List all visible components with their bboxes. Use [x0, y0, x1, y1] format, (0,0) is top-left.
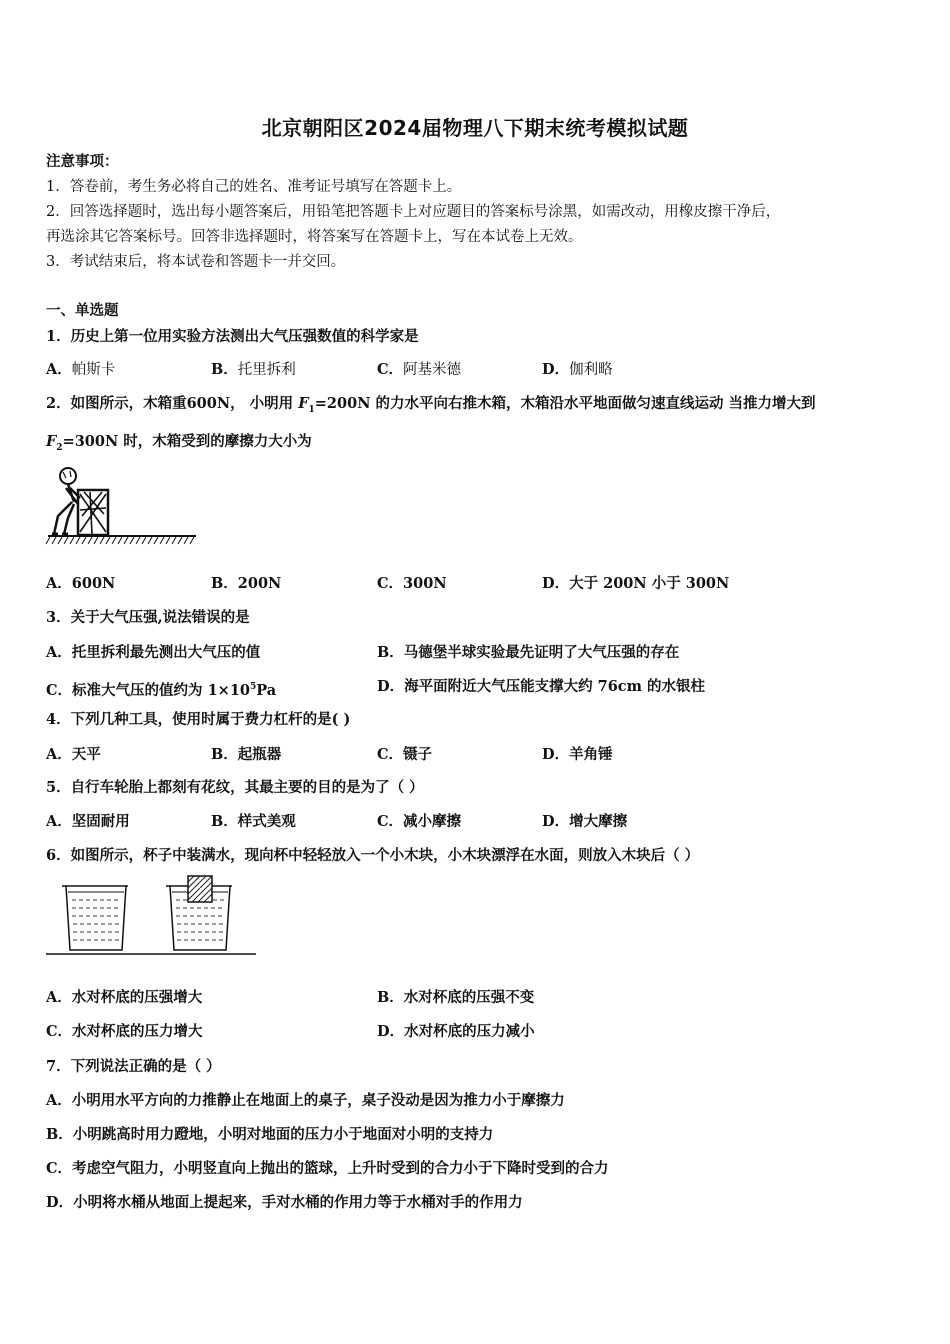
option-d: D．增大摩擦 — [542, 813, 628, 830]
option-c: C．水对杯底的压力增大 — [46, 1023, 203, 1040]
option-b: B．水对杯底的压强不变 — [377, 989, 535, 1006]
notice-item: 3．考试结束后，将本试卷和答题卡一并交回。 — [46, 254, 346, 270]
option-a: A．托里拆利最先测出大气压的值 — [46, 644, 261, 661]
question-stem: 1．历史上第一位用实验方法测出大气压强数值的科学家是 — [46, 328, 419, 345]
option-a: A．水对杯底的压强增大 — [46, 989, 203, 1006]
notice-heading: 注意事项： — [46, 153, 119, 170]
option-b: B．样式美观 — [211, 813, 296, 830]
option-b: B．200N — [211, 575, 282, 592]
option-a: A．600N — [46, 575, 116, 592]
option-a: A．小明用水平方向的力推静止在地面上的桌子，桌子没动是因为推力小于摩擦力 — [46, 1092, 565, 1109]
question-stem: 4．下列几种工具，使用时属于费力杠杆的是( ) — [46, 711, 351, 728]
cups-figure — [44, 872, 260, 958]
option-c: C．考虑空气阻力，小明竖直向上抛出的篮球，上升时受到的合力小于下降时受到的合力 — [46, 1160, 609, 1177]
option-c: C．300N — [377, 575, 447, 592]
option-a: A．天平 — [46, 746, 101, 763]
notice-item: 再选涂其它答案标号。回答非选择题时，将答案写在答题卡上，写在本试卷上无效。 — [46, 229, 583, 245]
question-stem: 6．如图所示，杯子中装满水，现向杯中轻轻放入一个小木块，小木块漂浮在水面，则放入木块后（ ） — [46, 847, 700, 864]
option-d: D．海平面附近大气压能支撑大约 76cm 的水银柱 — [377, 678, 706, 695]
option-d: D．水对杯底的压力减小 — [377, 1023, 535, 1040]
option-c: C．标准大气压的值约为 $1\times 10^5Pa$ — [46, 681, 277, 699]
page-title: 北京朝阳区2024届物理八下期末统考模拟试题 — [261, 116, 689, 140]
option-b: B．托里拆利 — [211, 361, 296, 378]
push-crate-figure — [44, 458, 200, 550]
notice-item: 2．回答选择题时，选出每小题答案后，用铅笔把答题卡上对应题目的答案标号涂黑，如需改动，用橡皮擦干净后， — [46, 204, 781, 220]
option-a: A．帕斯卡 — [46, 361, 116, 378]
option-d: D．羊角锤 — [542, 746, 613, 763]
option-b: B．小明跳高时用力蹬地，小明对地面的压力小于地面对小明的支持力 — [46, 1126, 494, 1143]
question-stem: 2．如图所示，木箱重600N， 小明用 $F_1=200N$ 的力水平向右推木箱，木箱沿水平地面做匀速直线运动 当推力增大到 — [46, 395, 816, 415]
section-heading: 一、单选题 — [46, 302, 119, 319]
question-stem: 3．关于大气压强,说法错误的是 — [46, 609, 250, 626]
option-c: C．阿基米德 — [377, 361, 462, 378]
question-stem-continued: $F_2=300N$ 时，木箱受到的摩擦力大小为 — [46, 433, 312, 453]
option-d: D．伽利略 — [542, 361, 613, 378]
option-b: B．马德堡半球实验最先证明了大气压强的存在 — [377, 644, 680, 661]
option-a: A．坚固耐用 — [46, 813, 130, 830]
option-c: C．减小摩擦 — [377, 813, 462, 830]
option-c: C．镊子 — [377, 746, 433, 763]
question-stem: 5．自行车轮胎上都刻有花纹，其最主要的目的是为了（ ） — [46, 779, 424, 796]
notice-item: 1．答卷前，考生务必将自己的姓名、准考证号填写在答题卡上。 — [46, 179, 462, 195]
option-b: B．起瓶器 — [211, 746, 282, 763]
option-d: D．小明将水桶从地面上提起来，手对水桶的作用力等于水桶对手的作用力 — [46, 1194, 523, 1211]
question-stem: 7．下列说法正确的是（ ） — [46, 1058, 221, 1075]
option-d: D．大于 200N 小于 300N — [542, 575, 730, 592]
